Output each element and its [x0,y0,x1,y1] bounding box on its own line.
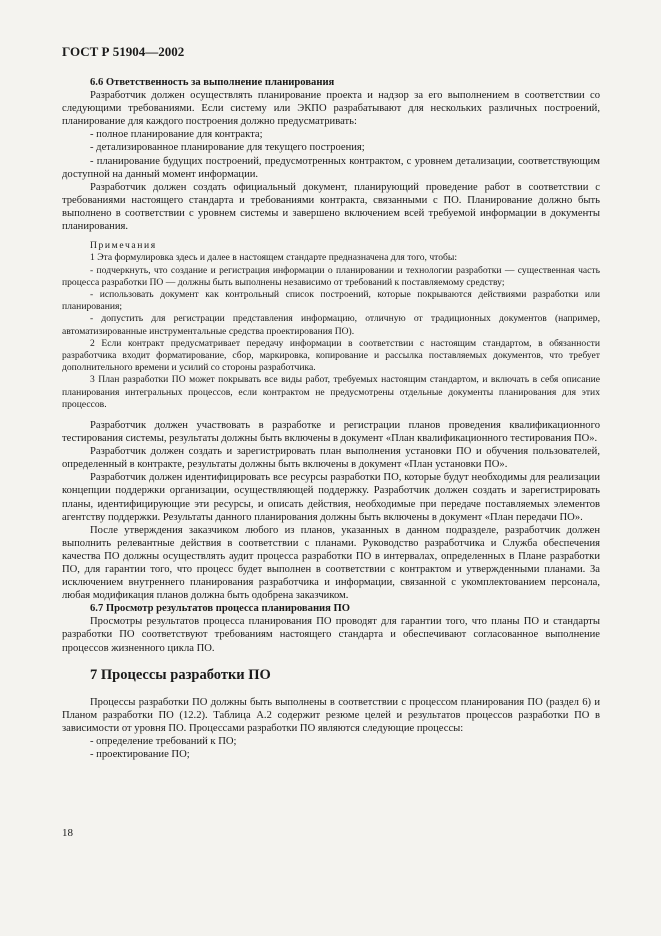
paragraph: Разработчик должен идентифицировать все ресурсы разработки ПО, которые будут необходимы для реализации концепции поддержки организации, осуществляющей поддержку. Разработчик должен создать и зарегистрировать планы, идентифицирующие эти ресурсы, и описать действия, необходимые при передаче поставляемых элементов агентству поддержки. Результаты данного планирования должны быть включены в документ «План передачи ПО». [62,472,600,523]
page-number: 18 [62,827,73,839]
list-item: - детализированное планирование для текущего построения; [90,142,365,154]
notes-block [62,240,600,411]
list-item: - планирование будущих построений, предусмотренных контрактом, с уровнем детализации, соответствующим доступной на данный момент информации. [62,155,600,180]
note-1: 1 Эта формулировка здесь и далее в настоящем стандарте предназначена для того, чтобы: [90,252,458,264]
section-6-6-paragraph-1: Разработчик должен осуществлять планирование проекта и надзор за его выполнением в соответствии со следующими требованиями. Если систему или ЭКПО разрабатывают для нескольких различных построений, планирование для каждого построения должно предусматривать: [62,90,600,128]
list-item: - проектирование ПО; [90,749,190,761]
paragraph: После утверждения заказчиком любого из планов, указанных в данном подразделе, разработчик должен выполнить релевантные действия в соответствии с планами. Руководство разработчика и Служба обеспечения качества ПО должны осуществлять аудит процесса разработки ПО в интервалах, определенных в Плане разработки ПО, для гарантии того, что процесс будет выполнен в соответствии с контрактом и утвержденными планами. За исключением внутреннего планирования разработчика и информации, связанной с укомплектованием персонала, любая модификация планов должна быть одобрена заказчиком. [62,524,600,602]
note-2: 2 Если контракт предусматривает передачу информации в соответствии с настоящим стандартом, в обязанности разработчика входит форматирование, сбор, маркировка, копирование и рассылка поставляемых документов, что требует дополнительного времени и усилий со стороны разработчика. [62,337,600,374]
section-6-6-heading: 6.6 Ответственность за выполнение планирования [90,77,335,88]
note-1-item: - допустить для регистрации представления информацию, отличную от традиционных документов (например, автоматизированные инструментальные средства проектирования ПО). [62,313,600,337]
notes-title: Примечания [90,240,157,252]
document-id-header: ГОСТ Р 51904—2002 [62,44,185,59]
list-item: - определение требований к ПО; [90,736,237,748]
section-7-paragraph: Процессы разработки ПО должны быть выполнены в соответствии с процессом планирования ПО (раздел 6) и Планом разработки ПО (12.2). Таблица А.2 содержит резюме целей и результатов процессов разработки ПО в зависимости от уровня ПО. Процессами разработки ПО являются следующие процессы: [62,696,600,734]
note-1-item: - использовать документ как контрольный список построений, которые покрываются действиями разработки или планирования; [62,288,600,313]
section-6-7-paragraph: Просмотры результатов процесса планирования ПО проводят для гарантии того, что планы ПО и стандарты разработки ПО соответствуют требованиям настоящего стандарта и обеспечивают согласованное выполнение процессов жизненного цикла ПО. [62,616,600,654]
note-1-item: - подчеркнуть, что создание и регистрация информации о планировании и технологии разработки — существенная часть процесса разработки ПО — должны быть выполнены независимо от требований к поставляемому средству; [62,264,600,288]
section-6-6-paragraph-2: Разработчик должен создать официальный документ, планирующий проведение работ в соответствии с требованиями настоящего стандарта и требованиями контракта, связанными с ПО. Планирование должно быть выполнено в соответствии с уровнем системы и завершено включением всей требуемой информации в документы планирования. [62,181,600,233]
paragraph: Разработчик должен создать и зарегистрировать план выполнения установки ПО и обучения пользователей, определенный в контракте, результаты должны быть включены в документ «План установки ПО». [62,446,600,471]
page-body [62,76,600,761]
note-3: 3 План разработки ПО может покрывать все виды работ, требуемых настоящим стандартом, и включать в себя описание планирования интегральных процессов, если контрактом не предусмотрены отдельные документы планирования для этих процессов. [62,374,600,410]
section-7-heading: 7 Процессы разработки ПО [90,666,271,683]
paragraph: Разработчик должен участвовать в разработке и регистрации планов проведения квалификационного тестирования системы, результаты должны быть включены в документ «План квалификационного тестирования ПО». [62,419,600,445]
list-item: - полное планирование для контракта; [90,129,263,141]
section-6-7-heading: 6.7 Просмотр результатов процесса планирования ПО [90,603,351,615]
